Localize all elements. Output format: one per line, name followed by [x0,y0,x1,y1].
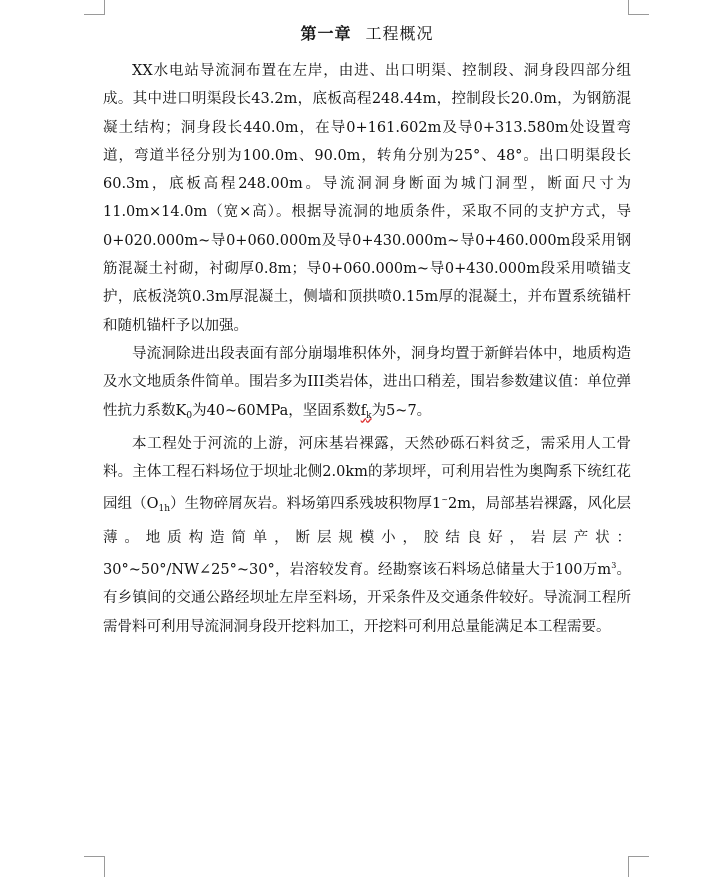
tilde-superscript: ~ [441,495,448,505]
m3-superscript: 3 [611,561,617,571]
quarry-text-part: 。有乡镇间的交通公路经坝址左岸至料场，开采条件及交通条件较好。导流洞工程所需骨料可利用导流洞洞身段开挖料加工，开挖料可利用总量能满足本工程需要。 [103,562,632,635]
geology-text-part: 导流洞除进出段表面有部分崩塌堆积体外，洞身均置于新鲜岩体中，地质构造及水文地质条件简单。围岩多为III类岩体，进出口稍差，围岩参数建议值：单位弹性抗力系数K [103,345,631,419]
page-corner-mark-top-left [84,0,105,15]
chapter-title: 工程概况 [365,24,434,43]
k-subscript: 0 [186,410,193,421]
page-corner-mark-bottom-left [84,856,105,877]
quarry-text-part: 2m，局部基岩裸露，风化层薄。地质构造简单，断层规模小，胶结良好，岩层产状：30°~50°/NW∠25°~30°，岩溶较发育。经勘察该石料场总储量大于100万m [103,496,631,579]
geology-text-part: 为5~7。 [371,402,432,419]
chapter-number: 第一章 [300,24,352,43]
paragraph-quarry [103,430,631,641]
f-subscript: k [366,410,372,421]
chapter-heading [103,22,631,46]
page-corner-mark-bottom-right [628,856,649,877]
geology-text-part: 为40~60MPa，坚固系数 [192,402,361,419]
quarry-text-part: ）生物碎屑灰岩。料场第四系残坡积物厚1 [170,496,442,513]
paragraph-project-layout: XX水电站导流洞布置在左岸，由进、出口明渠、控制段、洞身段四部分组成。其中进口明渠段长43.2m，底板高程248.44m，控制段长20.0m，为钢筋混凝土结构；洞身段长440.0m，在导0+161.602m及导0+313.580m处设置弯道，弯道半径分别为100.0m、90.0m，转角分别为25°、48°。出口明渠段长60.3m，底板高程248.00m。导流洞洞身断面为城门洞型，断面尺寸为11.0m×14.0m（宽×高）。根据导流洞的地质条件，采取不同的支护方式，导0+020.000m~导0+060.000m及导0+430.000m~导0+460.000m段采用钢筋混凝土衬砌，衬砌厚0.8m；导0+060.000m~导0+430.000m段采用喷锚支护，底板浇筑0.3m厚混凝土，侧墙和顶拱喷0.15m厚的混凝土，并布置系统锚杆和随机锚杆予以加强。 [103,63,631,334]
o-subscript: 1h [158,504,171,515]
page-corner-mark-top-right [628,0,649,15]
firmness-symbol [361,403,372,419]
quarry-text-part: 本工程处于河流的上游，河床基岩裸露，天然砂砾石料贫乏，需采用人工骨料。主体工程石料场位于坝址北侧2.0km的茅坝坪，可利用岩性为奥陶系下统红花园组（O [103,435,631,513]
f-letter: f [360,402,367,419]
document-page [103,22,631,641]
paragraph-geology [103,340,631,430]
